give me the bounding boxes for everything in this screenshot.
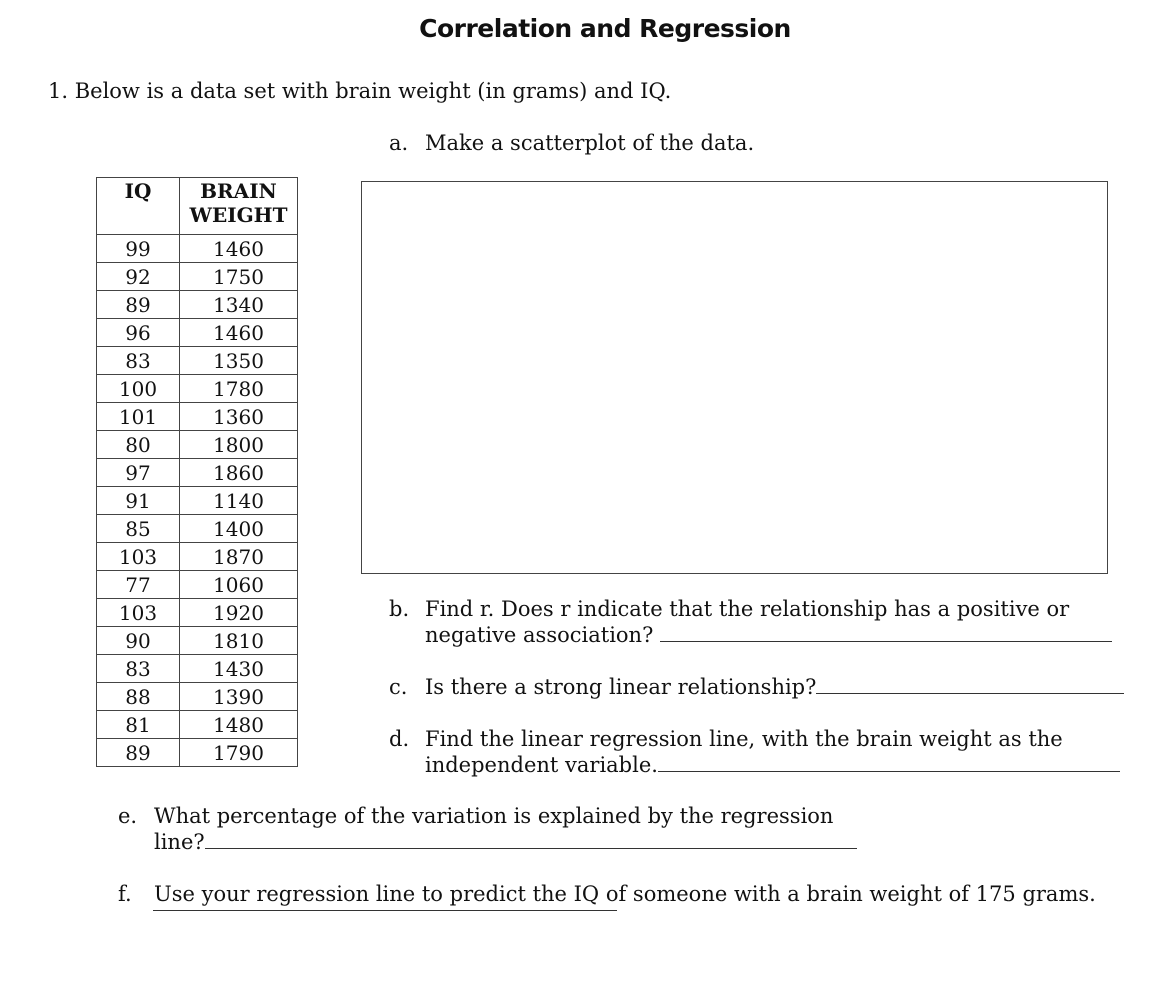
brain-weight-cell: 1390 <box>180 683 298 711</box>
iq-cell: 100 <box>97 375 180 403</box>
table-header-row <box>97 178 298 235</box>
table-row <box>97 263 298 291</box>
header-brain-line2: WEIGHT <box>189 203 288 227</box>
iq-cell: 96 <box>97 319 180 347</box>
table-row <box>97 655 298 683</box>
part-b-label: b. <box>389 597 410 621</box>
table-row <box>97 711 298 739</box>
iq-cell: 80 <box>97 431 180 459</box>
part-b-line2: negative association? <box>425 623 654 647</box>
brain-weight-cell: 1340 <box>180 291 298 319</box>
table-row <box>97 487 298 515</box>
iq-cell: 99 <box>97 235 180 263</box>
brain-weight-cell: 1790 <box>180 739 298 767</box>
data-table <box>96 177 298 767</box>
iq-cell: 83 <box>97 347 180 375</box>
table-row <box>97 459 298 487</box>
iq-cell: 81 <box>97 711 180 739</box>
iq-cell: 101 <box>97 403 180 431</box>
part-a <box>389 131 754 155</box>
header-iq: IQ <box>97 178 180 235</box>
brain-weight-cell: 1810 <box>180 627 298 655</box>
page-title: Correlation and Regression <box>419 14 791 43</box>
table-row <box>97 235 298 263</box>
table-row <box>97 543 298 571</box>
part-e-line1: What percentage of the variation is explained by the regression <box>154 804 834 828</box>
answer-blank-e[interactable] <box>205 831 857 849</box>
answer-blank-b[interactable] <box>660 624 1112 642</box>
iq-cell: 89 <box>97 739 180 767</box>
iq-cell: 88 <box>97 683 180 711</box>
part-f-label: f. <box>118 882 132 906</box>
table-row <box>97 403 298 431</box>
part-f-text: Use your regression line to predict the IQ of someone with a brain weight of 175 grams. <box>154 882 1096 906</box>
brain-weight-cell: 1460 <box>180 319 298 347</box>
part-d-line2: independent variable. <box>425 753 658 777</box>
part-a-label: a. <box>389 131 409 155</box>
question-1: 1. Below is a data set with brain weight (in grams) and IQ. <box>48 79 672 103</box>
brain-weight-cell: 1060 <box>180 571 298 599</box>
table-row <box>97 319 298 347</box>
brain-weight-cell: 1430 <box>180 655 298 683</box>
part-d <box>389 726 1134 778</box>
iq-cell: 85 <box>97 515 180 543</box>
part-b-line1: Find r. Does r indicate that the relationship has a positive or <box>425 597 1070 621</box>
table-row <box>97 291 298 319</box>
part-f <box>118 881 1128 907</box>
table-row <box>97 627 298 655</box>
part-d-label: d. <box>389 727 410 751</box>
table-row <box>97 599 298 627</box>
part-b <box>389 596 1129 648</box>
table-row <box>97 515 298 543</box>
iq-cell: 103 <box>97 599 180 627</box>
answer-blank-d[interactable] <box>658 754 1120 772</box>
header-brain-line1: BRAIN <box>200 179 277 203</box>
header-brain-weight <box>180 178 298 235</box>
table-row <box>97 431 298 459</box>
iq-cell: 97 <box>97 459 180 487</box>
brain-weight-cell: 1800 <box>180 431 298 459</box>
part-c <box>389 674 1134 700</box>
iq-cell: 90 <box>97 627 180 655</box>
part-e-line2: line? <box>154 830 205 854</box>
brain-weight-cell: 1140 <box>180 487 298 515</box>
iq-cell: 91 <box>97 487 180 515</box>
iq-cell: 89 <box>97 291 180 319</box>
brain-weight-cell: 1350 <box>180 347 298 375</box>
iq-cell: 103 <box>97 543 180 571</box>
table-body <box>97 235 298 767</box>
brain-weight-cell: 1780 <box>180 375 298 403</box>
iq-cell: 92 <box>97 263 180 291</box>
answer-blank-f[interactable] <box>153 910 617 911</box>
part-e-label: e. <box>118 804 138 828</box>
brain-weight-cell: 1360 <box>180 403 298 431</box>
brain-weight-cell: 1860 <box>180 459 298 487</box>
scatterplot-box[interactable] <box>361 181 1108 574</box>
iq-cell: 77 <box>97 571 180 599</box>
iq-cell: 83 <box>97 655 180 683</box>
table-row <box>97 571 298 599</box>
part-c-text: Is there a strong linear relationship? <box>425 675 817 699</box>
part-a-text: Make a scatterplot of the data. <box>425 131 755 155</box>
table-row <box>97 739 298 767</box>
table-row <box>97 347 298 375</box>
brain-weight-cell: 1920 <box>180 599 298 627</box>
brain-weight-cell: 1480 <box>180 711 298 739</box>
answer-blank-c[interactable] <box>816 676 1124 694</box>
brain-weight-cell: 1460 <box>180 235 298 263</box>
brain-weight-cell: 1750 <box>180 263 298 291</box>
table-row <box>97 683 298 711</box>
part-c-label: c. <box>389 675 408 699</box>
part-d-line1: Find the linear regression line, with the brain weight as the <box>425 727 1063 751</box>
brain-weight-cell: 1870 <box>180 543 298 571</box>
part-e <box>118 803 878 855</box>
brain-weight-cell: 1400 <box>180 515 298 543</box>
table-row <box>97 375 298 403</box>
